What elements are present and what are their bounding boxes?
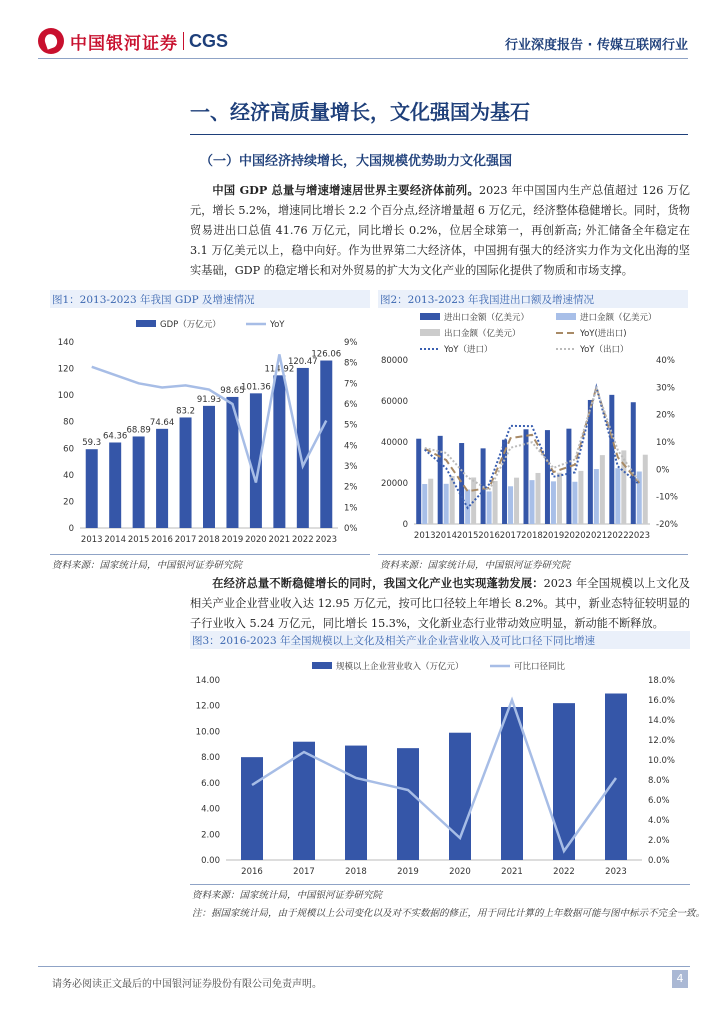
footer-disclaimer: 请务必阅读正文最后的中国银河证券股份有限公司免责声明。 bbox=[52, 979, 322, 990]
data-label: 98.65 bbox=[220, 385, 245, 396]
data-label: 120.47 bbox=[287, 356, 318, 367]
bar bbox=[273, 375, 285, 528]
data-label: 83.2 bbox=[176, 406, 196, 417]
x-tick-label: 2020 bbox=[449, 867, 471, 877]
y-left-tick-label: 0 bbox=[402, 520, 408, 530]
legend-label: 进口金额（亿美元） bbox=[580, 313, 657, 323]
bar bbox=[397, 748, 419, 860]
bar bbox=[449, 733, 471, 860]
data-label: 68.89 bbox=[126, 425, 151, 436]
figure2-title: 图2：2013-2023 年我国进出口额及增速情况 bbox=[380, 294, 595, 306]
bar bbox=[241, 757, 263, 860]
y-right-tick-label: 30% bbox=[656, 383, 675, 394]
bar bbox=[293, 742, 315, 860]
bar bbox=[609, 395, 614, 524]
legend-label: YoY（出口） bbox=[580, 345, 629, 355]
legend-label: YoY(进出口) bbox=[580, 329, 627, 339]
y-left-tick-label: 0 bbox=[68, 524, 74, 534]
bar bbox=[572, 482, 577, 524]
bar bbox=[578, 471, 583, 524]
figure2-chart bbox=[378, 308, 688, 553]
bar bbox=[514, 478, 519, 524]
series-line bbox=[425, 387, 640, 491]
page-header bbox=[0, 0, 724, 80]
paragraph-culture-body: 2023 年全国规模以上文化及相关产业企业营业收入达 12.95 万亿元，按可比口径较上年增长 8.2%。其中，新业态特征较明显的子行业收入 5.24 万亿元，同比增长 15.3%，文化新业态行业带动效应明显，新动能不断释放。 bbox=[190, 577, 690, 630]
legend-label: YoY bbox=[270, 320, 285, 330]
bar bbox=[553, 703, 575, 860]
bar bbox=[416, 439, 421, 524]
figure2-source: 资料来源：国家统计局，中国银河证券研究院 bbox=[380, 560, 571, 571]
bar bbox=[536, 473, 541, 524]
figure1-title: 图1：2013-2023 年我国 GDP 及增速情况 bbox=[52, 294, 255, 306]
data-label: 64.36 bbox=[103, 431, 128, 442]
legend-label: YoY（进口） bbox=[444, 345, 493, 355]
x-tick-label: 2013 bbox=[413, 531, 436, 541]
x-tick-label: 2018 bbox=[345, 867, 367, 877]
x-tick-label: 2021 bbox=[585, 531, 608, 541]
legend-swatch bbox=[136, 320, 156, 327]
bar bbox=[487, 491, 492, 524]
figure1-source-divider bbox=[50, 554, 370, 555]
bar bbox=[545, 430, 550, 524]
data-label: 91.93 bbox=[196, 394, 222, 405]
x-tick-label: 2013 bbox=[80, 535, 103, 545]
bar bbox=[345, 746, 367, 860]
legend-label: 可比口径同比 bbox=[514, 662, 566, 672]
bar bbox=[631, 402, 636, 524]
x-tick-label: 2014 bbox=[104, 535, 127, 545]
logo-icon bbox=[38, 28, 64, 54]
y-right-tick-label: 4.0% bbox=[648, 816, 670, 826]
y-left-tick-label: 12.00 bbox=[195, 701, 220, 712]
bar bbox=[109, 442, 121, 528]
bar bbox=[422, 484, 427, 524]
y-right-tick-label: 6.0% bbox=[648, 796, 670, 806]
x-tick-label: 2017 bbox=[499, 531, 522, 541]
y-right-tick-label: 16.0% bbox=[648, 696, 676, 706]
x-tick-label: 2017 bbox=[174, 535, 197, 545]
paragraph-gdp bbox=[190, 180, 690, 281]
y-left-tick-label: 14.00 bbox=[195, 676, 220, 686]
y-left-tick-label: 80 bbox=[63, 417, 74, 428]
legend-label: 进出口金额（亿美元） bbox=[444, 313, 530, 323]
bar bbox=[180, 417, 192, 528]
figure2-source-divider bbox=[378, 554, 688, 555]
x-tick-label: 2020 bbox=[245, 535, 267, 545]
y-right-tick-label: 14.0% bbox=[648, 716, 676, 726]
bar bbox=[428, 479, 433, 524]
legend-swatch bbox=[420, 313, 440, 320]
bar bbox=[156, 429, 168, 528]
y-right-tick-label: 4% bbox=[344, 441, 358, 452]
bar bbox=[643, 455, 648, 524]
data-label: 74.64 bbox=[149, 417, 175, 428]
x-tick-label: 2016 bbox=[151, 535, 173, 545]
y-right-tick-label: 2% bbox=[344, 482, 358, 493]
data-label: 126.06 bbox=[311, 349, 342, 360]
bar bbox=[615, 468, 620, 524]
y-left-tick-label: 0.00 bbox=[201, 856, 220, 866]
figure3-title: 图3：2016-2023 年全国规模以上文化及相关产业企业营业收入及可比口径下同比增速 bbox=[192, 635, 596, 647]
bar bbox=[459, 443, 464, 524]
bar bbox=[551, 481, 556, 524]
y-right-tick-label: 6% bbox=[344, 400, 358, 410]
x-tick-label: 2022 bbox=[553, 867, 575, 877]
y-right-tick-label: 3% bbox=[344, 462, 358, 472]
y-left-tick-label: 80000 bbox=[380, 356, 408, 366]
header-divider bbox=[38, 58, 688, 59]
y-right-tick-label: 5% bbox=[344, 420, 358, 431]
y-left-tick-label: 60 bbox=[63, 444, 74, 455]
legend-label: GDP（万亿元） bbox=[160, 320, 221, 330]
x-tick-label: 2022 bbox=[606, 531, 629, 541]
x-tick-label: 2015 bbox=[127, 535, 150, 545]
logo-text-cn: 中国银河证券 bbox=[70, 33, 178, 54]
x-tick-label: 2023 bbox=[315, 535, 338, 545]
bar bbox=[471, 477, 476, 524]
y-right-tick-label: 9% bbox=[344, 338, 358, 348]
legend-label: 规模以上企业营业收入（万亿元） bbox=[336, 662, 464, 672]
bar bbox=[605, 694, 627, 861]
legend-swatch bbox=[312, 662, 332, 669]
bar bbox=[621, 450, 626, 524]
x-tick-label: 2016 bbox=[241, 867, 263, 877]
x-tick-label: 2016 bbox=[478, 531, 500, 541]
footer-divider bbox=[38, 966, 690, 967]
figure3-note: 注：据国家统计局，由于规模以上公司变化以及对不实数据的修正，用于同比计算的上年数据可能与图中标示不完全一致。 bbox=[192, 908, 706, 919]
x-tick-label: 2022 bbox=[291, 535, 314, 545]
bar bbox=[594, 469, 599, 524]
bar bbox=[493, 481, 498, 524]
section-title-divider bbox=[190, 134, 688, 135]
section-title: 一、经济高质量增长，文化强国为基石 bbox=[190, 100, 530, 124]
x-tick-label: 2015 bbox=[456, 531, 479, 541]
logo-text-en: CGS bbox=[189, 30, 229, 51]
paragraph-gdp-lead: 中国 GDP 总量与增速增速居世界主要经济体前列。 bbox=[212, 183, 479, 197]
y-left-tick-label: 60000 bbox=[380, 397, 408, 407]
x-tick-label: 2014 bbox=[435, 531, 458, 541]
y-right-tick-label: 7% bbox=[344, 379, 358, 390]
bar bbox=[133, 436, 145, 528]
bar bbox=[86, 449, 98, 528]
x-tick-label: 2018 bbox=[521, 531, 543, 541]
y-right-tick-label: 8% bbox=[344, 358, 358, 369]
paragraph-culture bbox=[190, 573, 690, 634]
data-label: 101.36 bbox=[241, 382, 271, 393]
bar bbox=[438, 436, 443, 524]
x-tick-label: 2019 bbox=[397, 867, 419, 877]
legend-swatch bbox=[556, 313, 576, 320]
logo-separator bbox=[183, 32, 184, 50]
y-left-tick-label: 100 bbox=[57, 391, 74, 402]
figure3-source-divider bbox=[190, 884, 690, 885]
bar bbox=[501, 707, 523, 860]
bar bbox=[508, 486, 513, 524]
report-type: 行业深度报告 · 传媒互联网行业 bbox=[505, 38, 688, 53]
x-tick-label: 2017 bbox=[293, 867, 315, 877]
y-left-tick-label: 2.00 bbox=[201, 830, 220, 841]
section-subtitle: （一）中国经济持续增长，大国规模优势助力文化强国 bbox=[200, 154, 513, 169]
series-line bbox=[425, 388, 640, 490]
figure1-source: 资料来源：国家统计局，中国银河证券研究院 bbox=[52, 560, 243, 571]
bar bbox=[566, 429, 571, 524]
x-tick-label: 2023 bbox=[628, 531, 651, 541]
y-right-tick-label: 40% bbox=[656, 356, 675, 366]
data-label: 114.92 bbox=[264, 364, 295, 375]
y-left-tick-label: 4.00 bbox=[201, 804, 220, 815]
y-left-tick-label: 10.00 bbox=[195, 727, 220, 738]
y-right-tick-label: 0% bbox=[344, 524, 358, 534]
x-tick-label: 2023 bbox=[605, 867, 627, 877]
bar bbox=[600, 455, 605, 524]
bar bbox=[203, 406, 215, 528]
data-label: 59.3 bbox=[82, 438, 102, 449]
y-right-tick-label: 0.0% bbox=[648, 856, 670, 866]
y-left-tick-label: 6.00 bbox=[201, 778, 220, 789]
paragraph-gdp-body: 2023 年中国国内生产总值超过 126 万亿元，增长 5.2%，增速同比增长 2.2 个百分点,经济增量超 6 万亿元，经济整体稳健增长。同时，货物贸易进出口总值 41.76 万亿元，同比增长 0.2%，位居全球第一，再创新高; 外汇储备全年稳定在 3.1 万亿美元以上，稳中向好。作为世界第二大经济体，中国拥有强大的经济实力作为文化出海的坚实基础，GDP 的稳定增长和对外贸易的扩大为文化产业的国际化提供了物质和市场支撑。 bbox=[190, 184, 690, 277]
y-left-tick-label: 8.00 bbox=[201, 753, 220, 764]
paragraph-culture-lead: 在经济总量不断稳健增长的同时，我国文化产业也实现蓬勃发展： bbox=[212, 576, 544, 590]
y-right-tick-label: 12.0% bbox=[648, 736, 676, 746]
legend-swatch bbox=[420, 329, 440, 336]
y-right-tick-label: 2.0% bbox=[648, 836, 670, 846]
x-tick-label: 2021 bbox=[501, 867, 523, 877]
y-left-tick-label: 140 bbox=[57, 338, 74, 348]
page-number: 4 bbox=[672, 970, 688, 988]
figure3-source: 资料来源：国家统计局，中国银河证券研究院 bbox=[192, 890, 383, 901]
y-right-tick-label: 20% bbox=[656, 410, 675, 421]
figure3-chart bbox=[190, 652, 690, 884]
y-left-tick-label: 40000 bbox=[380, 438, 408, 448]
y-right-tick-label: 10.0% bbox=[648, 756, 676, 766]
y-right-tick-label: 8.0% bbox=[648, 776, 670, 786]
figure1-chart bbox=[50, 308, 370, 553]
x-tick-label: 2020 bbox=[564, 531, 586, 541]
company-logo bbox=[38, 28, 228, 54]
x-tick-label: 2019 bbox=[542, 531, 565, 541]
y-right-tick-label: -20% bbox=[656, 520, 678, 530]
y-right-tick-label: 0% bbox=[656, 465, 670, 476]
y-left-tick-label: 20 bbox=[63, 497, 74, 508]
bar bbox=[557, 473, 562, 524]
bar bbox=[444, 484, 449, 524]
x-tick-label: 2018 bbox=[198, 535, 220, 545]
x-tick-label: 2019 bbox=[221, 535, 244, 545]
y-right-tick-label: 1% bbox=[344, 503, 358, 514]
y-right-tick-label: 18.0% bbox=[648, 676, 676, 686]
y-right-tick-label: 10% bbox=[656, 438, 675, 448]
bar bbox=[320, 361, 332, 528]
y-left-tick-label: 20000 bbox=[380, 479, 408, 489]
y-left-tick-label: 40 bbox=[63, 470, 74, 481]
y-left-tick-label: 120 bbox=[57, 364, 74, 375]
bar bbox=[530, 480, 535, 524]
legend-label: 出口金额（亿美元） bbox=[444, 329, 521, 339]
x-tick-label: 2021 bbox=[268, 535, 291, 545]
y-right-tick-label: -10% bbox=[656, 492, 678, 503]
